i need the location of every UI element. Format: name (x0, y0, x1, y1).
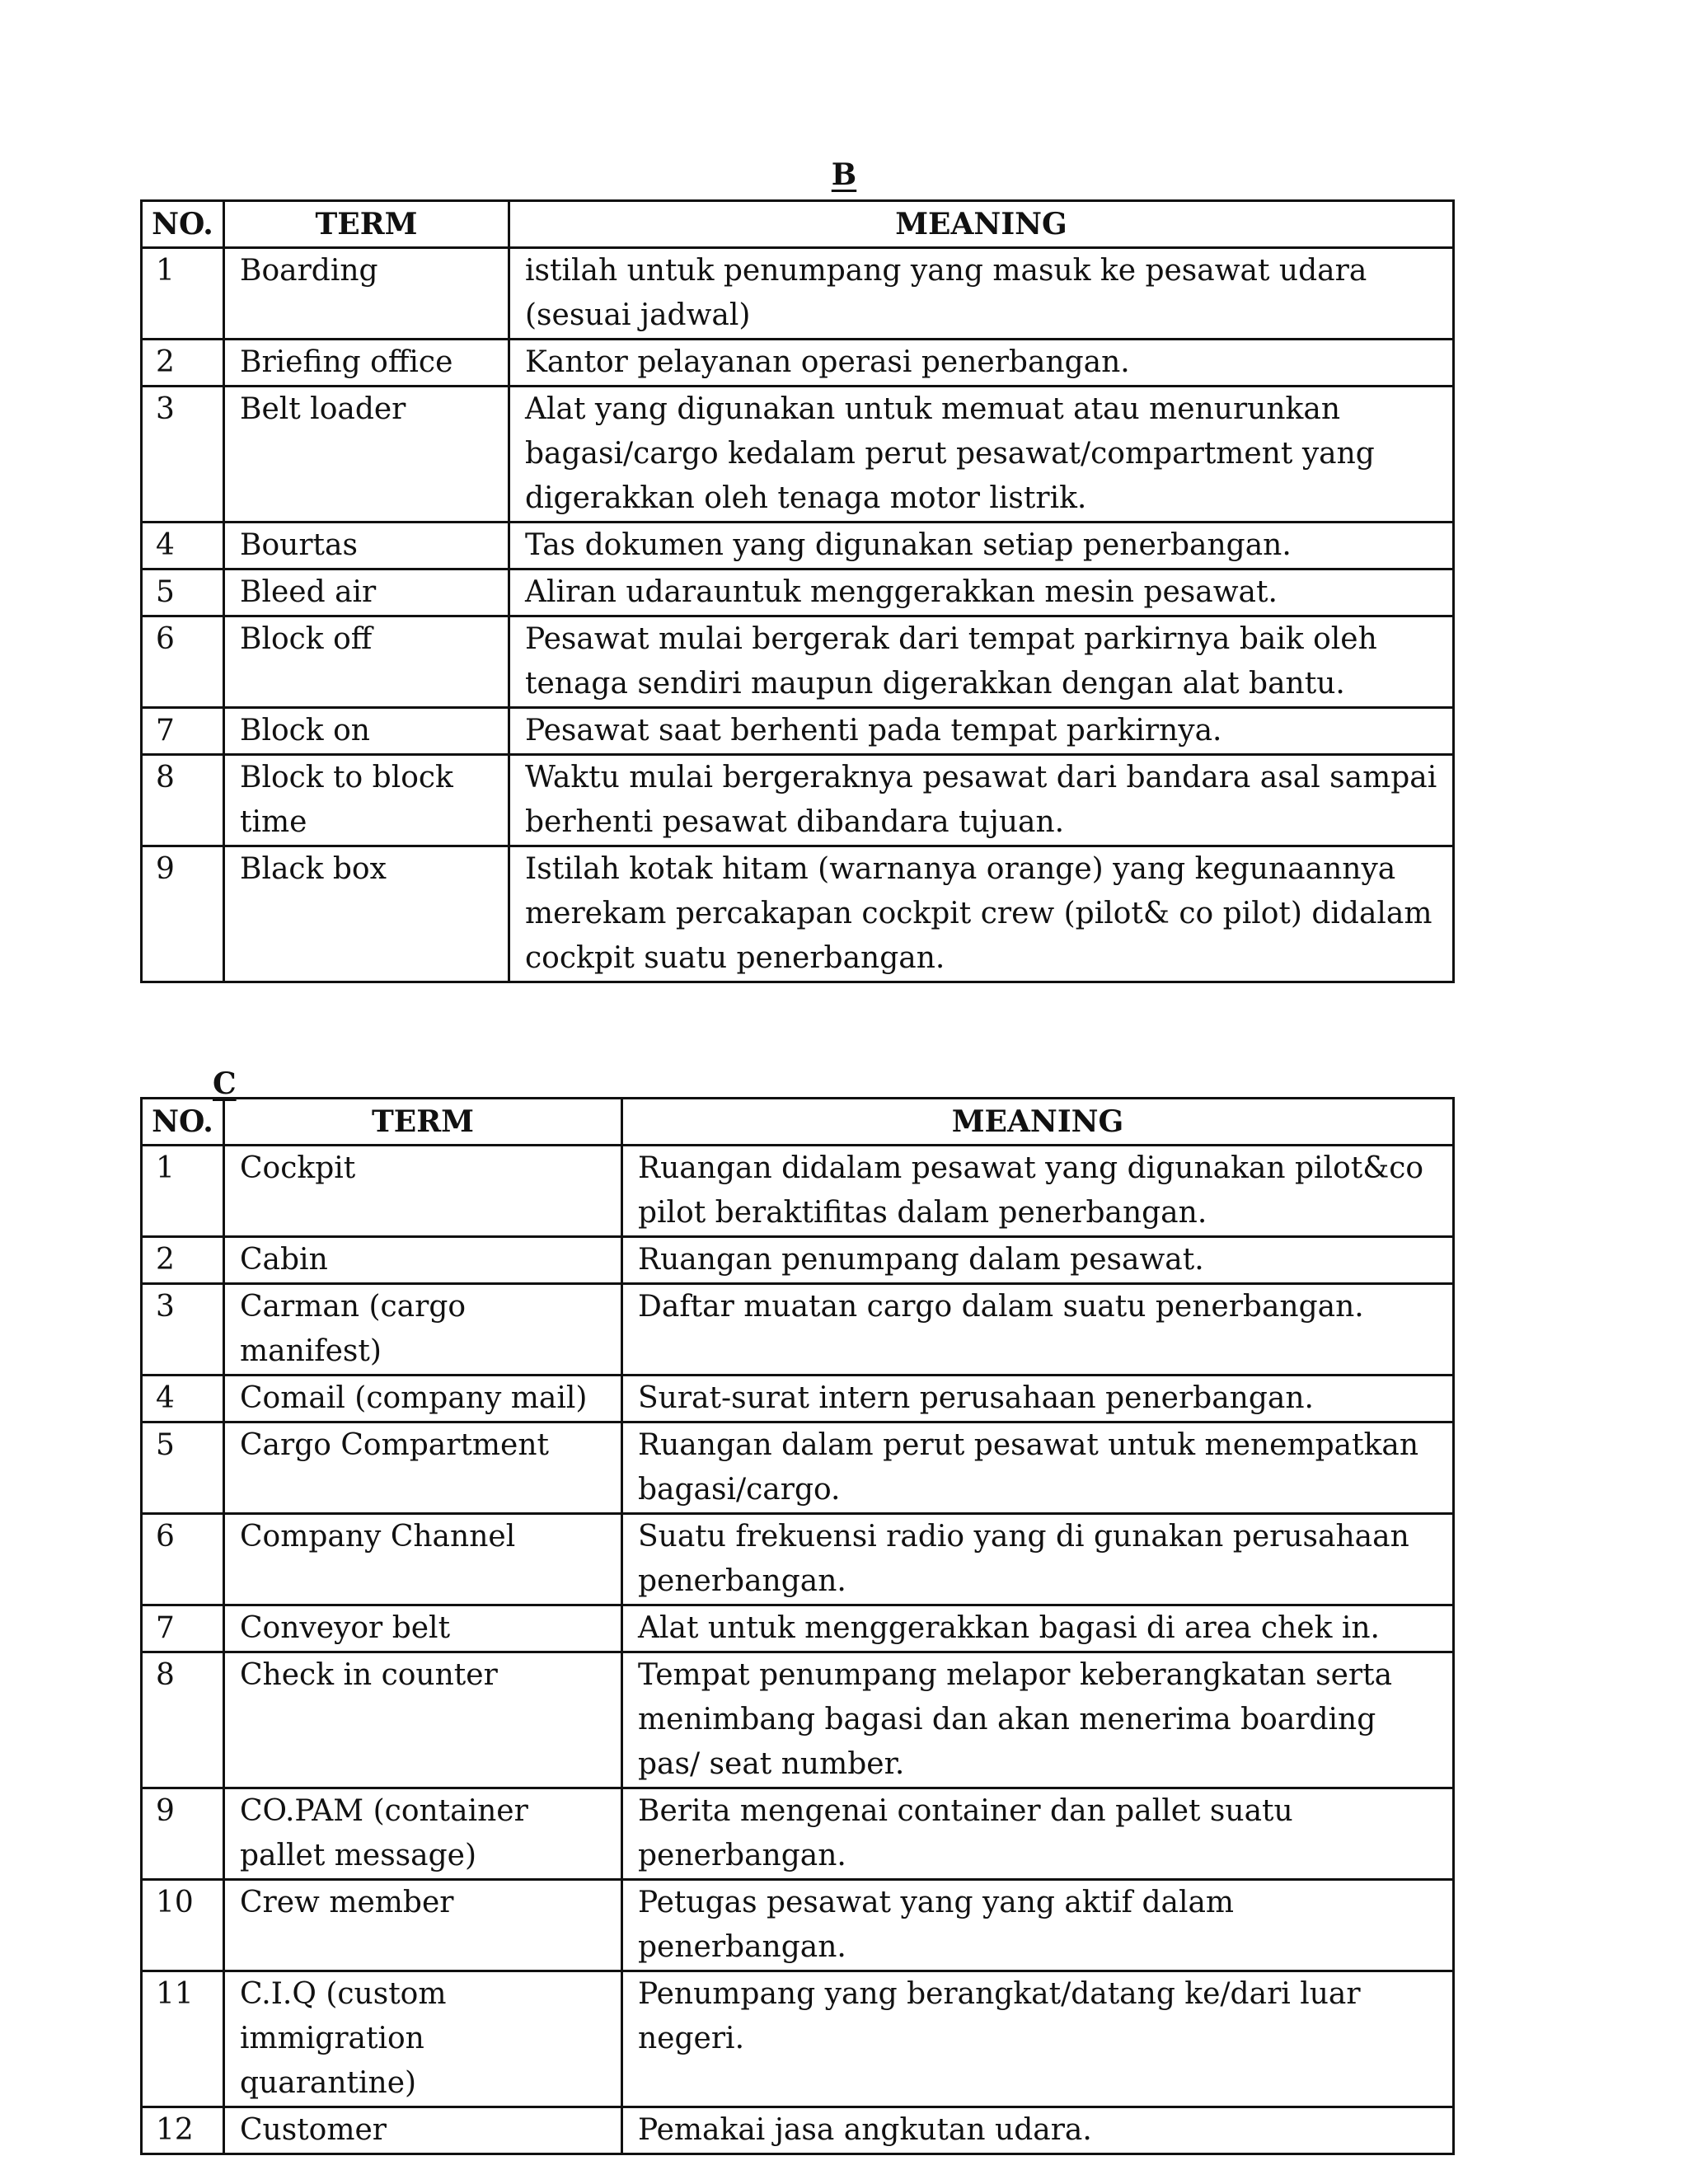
row-term: Check in counter (224, 1652, 622, 1788)
row-meaning: Aliran udarauntuk menggerakkan mesin pesawat. (509, 569, 1454, 616)
table-c-header (142, 1099, 1454, 1146)
row-term: Block off (224, 616, 509, 708)
row-meaning: Pemakai jasa angkutan udara. (622, 2107, 1454, 2154)
table-row (142, 1237, 1454, 1284)
column-header-meaning: MEANING (622, 1099, 1454, 1146)
table-row (142, 755, 1454, 846)
table-row (142, 1514, 1454, 1605)
table-b-header (142, 201, 1454, 248)
row-term: Comail (company mail) (224, 1376, 622, 1422)
row-number: 6 (142, 616, 224, 708)
row-number: 1 (142, 248, 224, 340)
row-term: CO.PAM (container pallet message) (224, 1788, 622, 1880)
row-meaning: Alat untuk menggerakkan bagasi di area chek in. (622, 1605, 1454, 1652)
row-number: 1 (142, 1146, 224, 1237)
row-number: 4 (142, 523, 224, 569)
table-b-body (142, 248, 1454, 982)
row-term: Boarding (224, 248, 509, 340)
column-header-no: NO. (142, 1099, 224, 1146)
table-row (142, 1652, 1454, 1788)
row-number: 4 (142, 1376, 224, 1422)
section-b-heading: B (831, 157, 857, 192)
row-term: Company Channel (224, 1514, 622, 1605)
row-number: 11 (142, 1971, 224, 2107)
table-row (142, 1971, 1454, 2107)
column-header-meaning: MEANING (509, 201, 1454, 248)
table-row (142, 1422, 1454, 1514)
row-number: 2 (142, 340, 224, 387)
row-term: Crew member (224, 1880, 622, 1971)
row-meaning: Pesawat saat berhenti pada tempat parkirnya. (509, 708, 1454, 755)
table-row (142, 616, 1454, 708)
row-term: Bleed air (224, 569, 509, 616)
column-header-no: NO. (142, 201, 224, 248)
table-row (142, 569, 1454, 616)
row-meaning: Surat-surat intern perusahaan penerbangan. (622, 1376, 1454, 1422)
row-meaning: Ruangan didalam pesawat yang digunakan pilot&co pilot beraktifitas dalam penerbangan. (622, 1146, 1454, 1237)
row-meaning: istilah untuk penumpang yang masuk ke pesawat udara (sesuai jadwal) (509, 248, 1454, 340)
table-row (142, 846, 1454, 982)
row-meaning: Daftar muatan cargo dalam suatu penerbangan. (622, 1284, 1454, 1376)
row-number: 12 (142, 2107, 224, 2154)
table-row (142, 708, 1454, 755)
row-meaning: Istilah kotak hitam (warnanya orange) yang kegunaannya merekam percakapan cockpit crew (pilot& co pilot) didalam cockpit suatu penerbangan. (509, 846, 1454, 982)
table-row (142, 1788, 1454, 1880)
row-number: 9 (142, 846, 224, 982)
row-number: 6 (142, 1514, 224, 1605)
row-term: Customer (224, 2107, 622, 2154)
table-row (142, 1376, 1454, 1422)
row-meaning: Tas dokumen yang digunakan setiap penerbangan. (509, 523, 1454, 569)
table-row (142, 2107, 1454, 2154)
row-meaning: Petugas pesawat yang yang aktif dalam penerbangan. (622, 1880, 1454, 1971)
table-row (142, 248, 1454, 340)
row-term: Briefing office (224, 340, 509, 387)
row-term: Cabin (224, 1237, 622, 1284)
glossary-table-b (140, 199, 1455, 983)
row-number: 10 (142, 1880, 224, 1971)
row-term: Black box (224, 846, 509, 982)
row-number: 9 (142, 1788, 224, 1880)
row-meaning: Suatu frekuensi radio yang di gunakan perusahaan penerbangan. (622, 1514, 1454, 1605)
row-meaning: Ruangan dalam perut pesawat untuk menempatkan bagasi/cargo. (622, 1422, 1454, 1514)
table-c-body (142, 1146, 1454, 2154)
row-number: 3 (142, 1284, 224, 1376)
row-number: 2 (142, 1237, 224, 1284)
row-meaning: Kantor pelayanan operasi penerbangan. (509, 340, 1454, 387)
column-header-term: TERM (224, 1099, 622, 1146)
column-header-term: TERM (224, 201, 509, 248)
glossary-table-c (140, 1097, 1455, 2155)
row-term: Cargo Compartment (224, 1422, 622, 1514)
row-meaning: Penumpang yang berangkat/datang ke/dari luar negeri. (622, 1971, 1454, 2107)
table-c-header-row (142, 1099, 1454, 1146)
row-meaning: Alat yang digunakan untuk memuat atau menurunkan bagasi/cargo kedalam perut pesawat/compartment yang digerakkan oleh tenaga motor listrik. (509, 387, 1454, 523)
row-number: 3 (142, 387, 224, 523)
row-meaning: Waktu mulai bergeraknya pesawat dari bandara asal sampai berhenti pesawat dibandara tujuan. (509, 755, 1454, 846)
row-term: C.I.Q (custom immigration quarantine) (224, 1971, 622, 2107)
row-number: 5 (142, 569, 224, 616)
table-row (142, 1605, 1454, 1652)
table-row (142, 1284, 1454, 1376)
row-meaning: Tempat penumpang melapor keberangkatan serta menimbang bagasi dan akan menerima boarding pas/ seat number. (622, 1652, 1454, 1788)
section-c-heading: C (213, 1066, 237, 1101)
row-term: Carman (cargo manifest) (224, 1284, 622, 1376)
table-row (142, 523, 1454, 569)
row-number: 7 (142, 1605, 224, 1652)
row-term: Block on (224, 708, 509, 755)
table-row (142, 1880, 1454, 1971)
row-term: Bourtas (224, 523, 509, 569)
row-term: Block to block time (224, 755, 509, 846)
row-meaning: Pesawat mulai bergerak dari tempat parkirnya baik oleh tenaga sendiri maupun digerakkan dengan alat bantu. (509, 616, 1454, 708)
table-b-header-row (142, 201, 1454, 248)
row-meaning: Ruangan penumpang dalam pesawat. (622, 1237, 1454, 1284)
row-number: 8 (142, 1652, 224, 1788)
table-row (142, 387, 1454, 523)
row-number: 7 (142, 708, 224, 755)
row-term: Cockpit (224, 1146, 622, 1237)
row-number: 5 (142, 1422, 224, 1514)
table-row (142, 340, 1454, 387)
row-meaning: Berita mengenai container dan pallet suatu penerbangan. (622, 1788, 1454, 1880)
row-number: 8 (142, 755, 224, 846)
table-row (142, 1146, 1454, 1237)
row-term: Belt loader (224, 387, 509, 523)
row-term: Conveyor belt (224, 1605, 622, 1652)
